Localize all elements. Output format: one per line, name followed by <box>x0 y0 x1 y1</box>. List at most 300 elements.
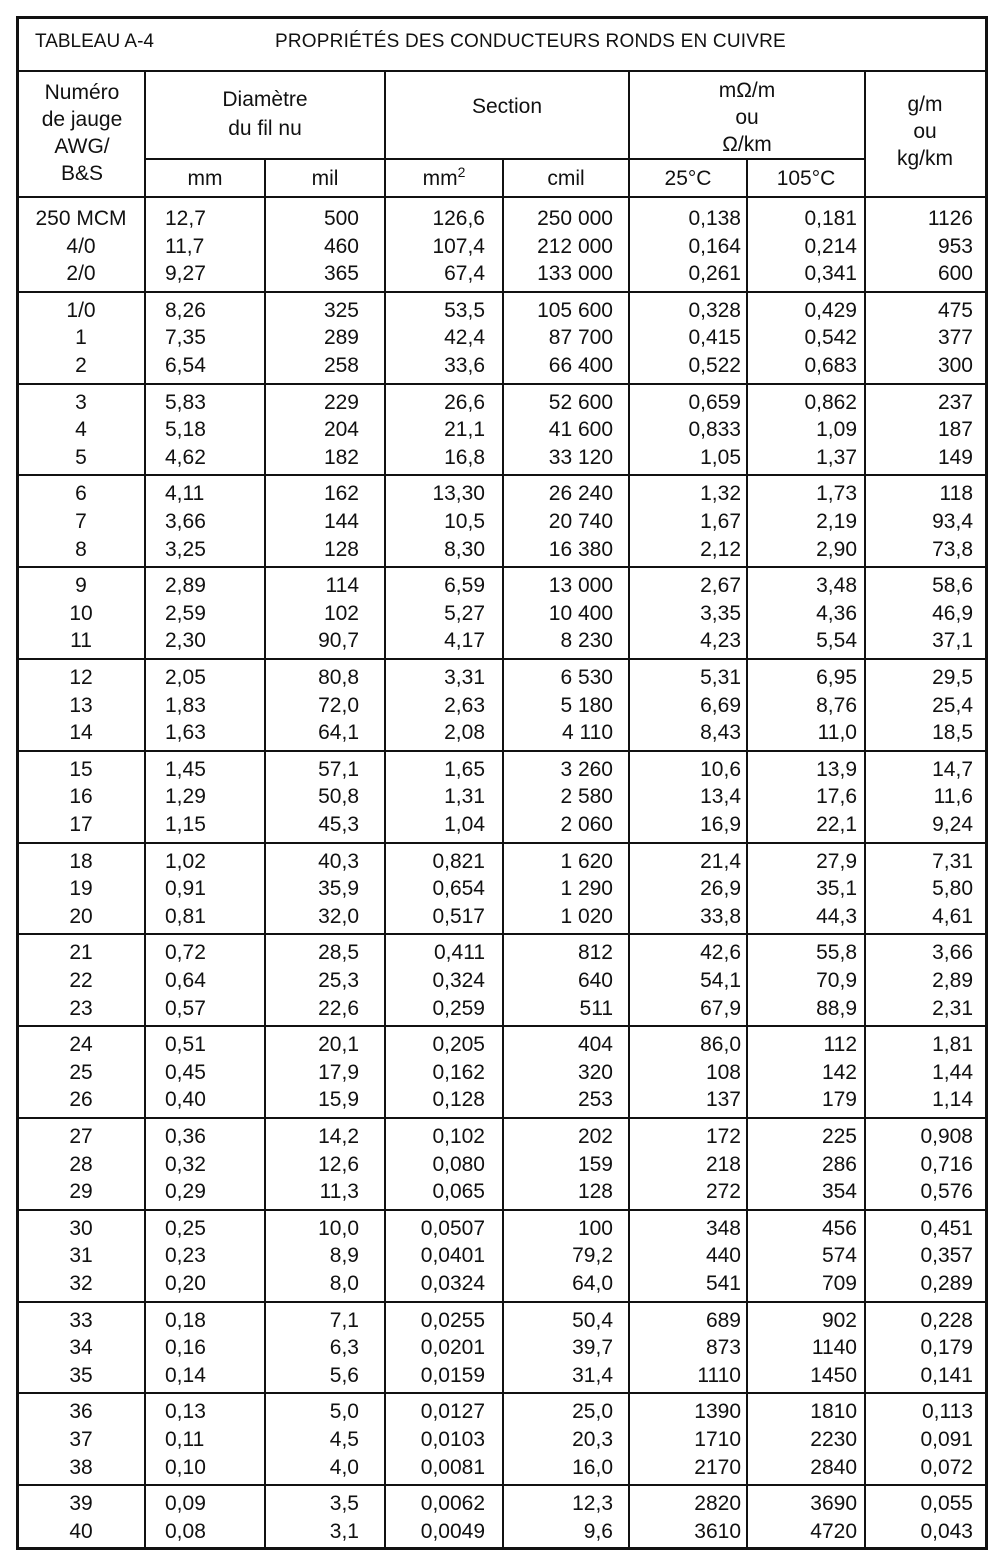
table-cell: 0,091 <box>920 1428 973 1451</box>
unit-25c: 25°C <box>664 167 712 190</box>
gauge-cell: 32 <box>69 1272 93 1295</box>
table-cell: 1,67 <box>700 510 741 533</box>
table-cell: 13 000 <box>548 574 613 598</box>
table-cell: 142 <box>821 1060 857 1084</box>
table-cell: 0,065 <box>432 1180 485 1204</box>
table-cell: 35,1 <box>816 877 857 901</box>
table-cell: 460 <box>323 234 359 258</box>
table-cell: 7,31 <box>932 849 973 873</box>
table-cell: 58,6 <box>932 574 973 598</box>
table-cell: 0,25 <box>165 1216 206 1240</box>
table-cell: 5,6 <box>329 1363 359 1387</box>
table-cell: 0,57 <box>165 996 206 1020</box>
gauge-cell: 9 <box>75 574 87 598</box>
table-cell: 377 <box>937 326 973 350</box>
table-cell: 0,162 <box>432 1060 485 1084</box>
table-cell: 22,6 <box>318 996 359 1020</box>
table-cell: 1,09 <box>816 418 857 442</box>
gauge-cell: 35 <box>69 1363 93 1387</box>
table-cell: 902 <box>821 1308 857 1332</box>
diameter-header <box>145 85 385 143</box>
table-cell: 128 <box>577 1180 613 1204</box>
gauge-header-line: B&S <box>60 162 104 185</box>
table-cell: 5,27 <box>444 601 485 625</box>
table-cell: 4,23 <box>700 629 741 653</box>
table-cell: 7,35 <box>165 326 206 350</box>
table-cell: 1,44 <box>932 1060 973 1084</box>
gauge-cell: 28 <box>69 1152 93 1176</box>
gauge-cell: 6 <box>75 482 87 506</box>
table-cell: 0,228 <box>920 1308 973 1332</box>
group-divider <box>19 1209 985 1211</box>
table-cell: 272 <box>705 1180 741 1204</box>
group-divider <box>19 291 985 293</box>
table-cell: 5,31 <box>700 666 741 689</box>
table-cell: 6,69 <box>700 693 741 717</box>
table-cell: 26,6 <box>444 390 485 414</box>
table-cell: 72,0 <box>318 693 359 717</box>
group-divider <box>19 383 985 385</box>
table-cell: 0,72 <box>165 941 206 965</box>
table-cell: 2170 <box>694 1455 741 1479</box>
table-cell: 40,3 <box>318 849 359 873</box>
table-cell: 250 000 <box>537 207 613 230</box>
table-cell: 218 <box>705 1152 741 1176</box>
group-divider <box>19 1484 985 1486</box>
table-cell: 0,51 <box>165 1033 206 1057</box>
gauge-cell: 31 <box>69 1244 93 1268</box>
table-cell: 354 <box>821 1180 857 1204</box>
table-cell: 0,64 <box>165 969 206 992</box>
table-cell: 4,36 <box>816 601 857 625</box>
table-cell: 5,0 <box>329 1400 359 1424</box>
table-cell: 0,08 <box>165 1519 206 1543</box>
mass-header <box>865 91 985 172</box>
table-cell: 0,0103 <box>420 1428 485 1451</box>
table-cell: 1140 <box>811 1336 857 1360</box>
unit-mm2-base: mm <box>422 167 458 190</box>
table-cell: 0,716 <box>920 1152 973 1176</box>
table-cell: 10,5 <box>444 510 485 533</box>
table-cell: 4,62 <box>165 445 206 469</box>
gauge-cell: 22 <box>69 969 93 992</box>
table-cell: 1810 <box>810 1400 857 1424</box>
table-cell: 1,63 <box>165 721 206 745</box>
table-cell: 2,67 <box>700 574 741 598</box>
table-cell: 133 000 <box>537 262 613 286</box>
table-cell: 1126 <box>927 207 973 230</box>
table-cell: 42,4 <box>444 326 485 350</box>
gauge-cell: 16 <box>69 785 93 809</box>
table-cell: 689 <box>705 1308 741 1332</box>
table-cell: 0,0081 <box>420 1455 485 1479</box>
table-cell: 253 <box>577 1088 613 1112</box>
gauge-cell: 15 <box>69 757 93 781</box>
table-cell: 93,4 <box>932 510 973 533</box>
gauge-cell: 34 <box>69 1336 93 1360</box>
table-cell: 5,18 <box>165 418 206 442</box>
table-cell: 0,862 <box>804 390 857 414</box>
table-cell: 0,821 <box>432 849 485 873</box>
table-cell: 1,65 <box>444 757 485 781</box>
table-cell: 0,542 <box>804 326 857 350</box>
gauge-cell: 2 <box>75 354 87 377</box>
table-cell: 35,9 <box>318 877 359 901</box>
table-cell: 8,0 <box>329 1272 359 1295</box>
table-cell: 0,10 <box>165 1455 206 1479</box>
table-cell: 3,66 <box>932 941 973 965</box>
table-cell: 286 <box>821 1152 857 1176</box>
table-cell: 2 060 <box>560 813 613 836</box>
table-title-row <box>19 19 985 71</box>
unit-mm: mm <box>187 167 223 190</box>
gauge-cell: 37 <box>69 1428 93 1451</box>
table-cell: 105 600 <box>537 298 613 322</box>
table-cell: 0,81 <box>165 904 206 928</box>
gauge-cell: 7 <box>75 510 87 533</box>
table-cell: 80,8 <box>318 666 359 689</box>
table-cell: 365 <box>323 262 359 286</box>
table-cell: 20,1 <box>318 1033 359 1057</box>
table-cell: 0,411 <box>434 941 485 965</box>
table-cell: 0,09 <box>165 1492 206 1516</box>
table-cell: 37,1 <box>932 629 973 653</box>
table-cell: 55,8 <box>816 941 857 965</box>
table-cell: 4720 <box>810 1519 857 1543</box>
table-cell: 3,48 <box>816 574 857 598</box>
gauge-header <box>19 79 145 187</box>
table-cell: 1,73 <box>816 482 857 506</box>
table-cell: 0,833 <box>688 418 741 442</box>
table-cell: 8,26 <box>165 298 206 322</box>
gauge-cell: 33 <box>69 1308 93 1332</box>
table-cell: 0,429 <box>804 298 857 322</box>
table-cell: 325 <box>323 298 359 322</box>
table-cell: 4 110 <box>562 721 613 745</box>
table-cell: 953 <box>937 234 973 258</box>
column-rule <box>264 158 266 1547</box>
table-cell: 10,0 <box>318 1216 359 1240</box>
table-cell: 0,043 <box>920 1519 973 1543</box>
table-cell: 114 <box>325 574 359 598</box>
table-cell: 0,415 <box>688 326 741 350</box>
table-cell: 1450 <box>810 1363 857 1387</box>
table-cell: 0,072 <box>920 1455 973 1479</box>
gauge-cell: 11 <box>70 629 92 653</box>
table-cell: 0,908 <box>920 1125 973 1148</box>
table-cell: 3,35 <box>700 601 741 625</box>
table-cell: 0,36 <box>165 1125 206 1148</box>
table-cell: 162 <box>323 482 359 506</box>
table-cell: 14,2 <box>318 1125 359 1148</box>
resistance-header-line: mΩ/m <box>718 79 776 102</box>
table-cell: 12,3 <box>572 1492 613 1516</box>
group-divider <box>19 658 985 660</box>
table-cell: 2,59 <box>165 601 206 625</box>
gauge-cell: 1/0 <box>66 298 96 322</box>
table-cell: 0,261 <box>688 262 741 286</box>
table-cell: 3,66 <box>165 510 206 533</box>
table-cell: 137 <box>705 1088 741 1112</box>
table-cell: 70,9 <box>816 969 857 992</box>
table-cell: 0,128 <box>432 1088 485 1112</box>
table-cell: 812 <box>577 941 613 965</box>
table-cell: 8,30 <box>444 537 485 561</box>
table-cell: 20,3 <box>572 1428 613 1451</box>
table-cell: 289 <box>323 326 359 350</box>
group-divider <box>19 1025 985 1027</box>
table-cell: 709 <box>821 1272 857 1295</box>
mass-header-line: ou <box>913 120 937 143</box>
table-cell: 204 <box>323 418 359 442</box>
table-cell: 126,6 <box>432 207 485 230</box>
table-cell: 6,95 <box>816 666 857 689</box>
table-cell: 33 120 <box>548 445 613 469</box>
table-cell: 0,141 <box>920 1363 973 1387</box>
table-cell: 2,05 <box>165 666 206 689</box>
table-cell: 118 <box>939 482 973 506</box>
table-cell: 0,32 <box>165 1152 206 1176</box>
table-cell: 212 000 <box>537 234 613 258</box>
table-cell: 2,12 <box>700 537 741 561</box>
table-cell: 3690 <box>810 1492 857 1516</box>
table-cell: 456 <box>821 1216 857 1240</box>
table-cell: 0,11 <box>165 1428 205 1451</box>
table-cell: 9,24 <box>932 813 973 836</box>
table-cell: 8,76 <box>816 693 857 717</box>
table-cell: 8,9 <box>329 1244 359 1268</box>
mass-header-line: kg/km <box>896 147 953 170</box>
gauge-header-line: AWG/ <box>54 135 110 158</box>
table-cell: 0,23 <box>165 1244 206 1268</box>
table-cell: 6,59 <box>444 574 485 598</box>
table-cell: 6 530 <box>560 666 613 689</box>
table-cell: 18,5 <box>932 721 973 745</box>
table-cell: 8 230 <box>560 629 613 653</box>
table-cell: 3 260 <box>560 757 613 781</box>
table-cell: 258 <box>323 354 359 377</box>
table-cell: 1,81 <box>932 1033 973 1057</box>
table-cell: 16,0 <box>572 1455 613 1479</box>
table-cell: 17,9 <box>318 1060 359 1084</box>
table-cell: 0,18 <box>165 1308 206 1332</box>
unit-mm2 <box>385 165 503 192</box>
unit-mm2-exponent: 2 <box>457 164 466 180</box>
table-cell: 16,9 <box>700 813 741 836</box>
table-cell: 64,0 <box>572 1272 613 1295</box>
table-cell: 440 <box>705 1244 741 1268</box>
table-cell: 3,31 <box>444 666 485 689</box>
table-cell: 20 740 <box>548 510 613 533</box>
table-cell: 0,357 <box>920 1244 973 1268</box>
table-cell: 0,45 <box>165 1060 206 1084</box>
column-rule <box>746 158 748 1547</box>
table-cell: 7,1 <box>329 1308 359 1332</box>
gauge-cell: 10 <box>69 601 93 625</box>
table-cell: 50,8 <box>318 785 359 809</box>
table-cell: 12,6 <box>318 1152 359 1176</box>
diameter-header-line: du fil nu <box>228 117 302 140</box>
table-cell: 4,17 <box>444 629 485 653</box>
unit-cmil: cmil <box>547 167 585 190</box>
table-cell: 112 <box>823 1033 857 1057</box>
gauge-cell: 39 <box>69 1492 93 1516</box>
table-cell: 0,102 <box>432 1125 485 1148</box>
table-cell: 6,54 <box>165 354 206 377</box>
table-cell: 348 <box>705 1216 741 1240</box>
table-cell: 29,5 <box>932 666 973 689</box>
table-cell: 0,0127 <box>420 1400 485 1424</box>
table-cell: 511 <box>579 996 613 1020</box>
table-cell: 1,31 <box>444 785 485 809</box>
table-cell: 2,90 <box>816 537 857 561</box>
gauge-cell: 1 <box>75 326 87 350</box>
table-cell: 5,83 <box>165 390 206 414</box>
table-cell: 11,0 <box>817 721 857 745</box>
table-cell: 4,0 <box>329 1455 359 1479</box>
table-cell: 320 <box>577 1060 613 1084</box>
table-cell: 13,9 <box>816 757 857 781</box>
table-cell: 0,522 <box>688 354 741 377</box>
table-cell: 0,080 <box>432 1152 485 1176</box>
table-cell: 225 <box>821 1125 857 1148</box>
section-header: Section <box>471 95 543 118</box>
table-cell: 44,3 <box>816 904 857 928</box>
table-cell: 0,179 <box>920 1336 973 1360</box>
table-cell: 31,4 <box>572 1363 613 1387</box>
gauge-cell: 20 <box>69 904 93 928</box>
table-cell: 2,08 <box>444 721 485 745</box>
table-cell: 182 <box>323 445 359 469</box>
table-cell: 404 <box>577 1033 613 1057</box>
table-cell: 600 <box>937 262 973 286</box>
gauge-cell: 40 <box>69 1519 93 1543</box>
table-cell: 57,1 <box>318 757 359 781</box>
table-cell: 15,9 <box>318 1088 359 1112</box>
table-cell: 0,0049 <box>420 1519 485 1543</box>
table-cell: 21,4 <box>700 849 741 873</box>
table-cell: 0,13 <box>165 1400 206 1424</box>
table-cell: 14,7 <box>932 757 973 781</box>
copper-conductor-table <box>16 16 988 1550</box>
gauge-header-line: Numéro <box>44 81 120 104</box>
table-cell: 300 <box>937 354 973 377</box>
table-cell: 0,113 <box>922 1400 973 1424</box>
table-cell: 0,328 <box>688 298 741 322</box>
table-cell: 42,6 <box>700 941 741 965</box>
table-cell: 13,30 <box>432 482 485 506</box>
table-cell: 88,9 <box>816 996 857 1020</box>
table-cell: 8,43 <box>700 721 741 745</box>
table-cell: 0,181 <box>804 207 857 230</box>
table-cell: 73,8 <box>932 537 973 561</box>
table-cell: 26,9 <box>700 877 741 901</box>
table-cell: 2840 <box>810 1455 857 1479</box>
table-cell: 149 <box>937 445 973 469</box>
table-cell: 0,40 <box>165 1088 206 1112</box>
gauge-cell: 13 <box>69 693 93 717</box>
gauge-cell: 12 <box>69 666 93 689</box>
table-cell: 2,30 <box>165 629 206 653</box>
table-cell: 46,9 <box>932 601 973 625</box>
gauge-cell: 24 <box>69 1033 93 1057</box>
gauge-cell: 250 MCM <box>35 207 127 230</box>
table-cell: 4,61 <box>932 904 973 928</box>
table-cell: 11,7 <box>165 234 205 258</box>
table-cell: 0,324 <box>432 969 485 992</box>
group-divider <box>19 842 985 844</box>
table-cell: 41 600 <box>548 418 613 442</box>
table-cell: 0,164 <box>688 234 741 258</box>
table-cell: 179 <box>821 1088 857 1112</box>
table-cell: 1,29 <box>165 785 206 809</box>
table-cell: 100 <box>577 1216 613 1240</box>
table-cell: 3,25 <box>165 537 206 561</box>
table-cell: 102 <box>323 601 359 625</box>
table-cell: 39,7 <box>572 1336 613 1360</box>
group-divider <box>19 1301 985 1303</box>
table-cell: 1,04 <box>444 813 485 836</box>
table-cell: 1,05 <box>700 445 741 469</box>
table-cell: 4,5 <box>329 1428 359 1451</box>
group-divider <box>19 1392 985 1394</box>
table-cell: 5 180 <box>560 693 613 717</box>
table-cell: 0,0062 <box>420 1492 485 1516</box>
gauge-cell: 5 <box>75 445 87 469</box>
table-cell: 1 620 <box>560 849 613 873</box>
table-cell: 67,9 <box>700 996 741 1020</box>
table-cell: 45,3 <box>318 813 359 836</box>
table-cell: 10,6 <box>700 757 741 781</box>
table-cell: 0,20 <box>165 1272 206 1295</box>
gauge-cell: 4/0 <box>66 234 96 258</box>
table-cell: 0,517 <box>432 904 485 928</box>
gauge-cell: 38 <box>69 1455 93 1479</box>
resistance-header-line: Ω/km <box>722 133 772 156</box>
gauge-cell: 18 <box>69 849 93 873</box>
table-cell: 79,2 <box>572 1244 613 1268</box>
gauge-cell: 26 <box>69 1088 93 1112</box>
table-cell: 0,576 <box>920 1180 973 1204</box>
table-cell: 0,0159 <box>420 1363 485 1387</box>
table-cell: 1,14 <box>932 1088 973 1112</box>
table-cell: 0,16 <box>165 1336 206 1360</box>
table-cell: 1,37 <box>816 445 857 469</box>
gauge-cell: 36 <box>69 1400 93 1424</box>
group-divider <box>19 750 985 752</box>
table-cell: 66 400 <box>548 354 613 377</box>
table-cell: 3610 <box>694 1519 741 1543</box>
table-cell: 25,3 <box>318 969 359 992</box>
table-cell: 33,6 <box>444 354 485 377</box>
table-cell: 1 290 <box>560 877 613 901</box>
table-cell: 1,32 <box>700 482 741 506</box>
table-cell: 3,1 <box>329 1519 359 1543</box>
table-cell: 574 <box>821 1244 857 1268</box>
table-cell: 0,659 <box>688 390 741 414</box>
table-cell: 237 <box>937 390 973 414</box>
table-cell: 17,6 <box>816 785 857 809</box>
gauge-cell: 29 <box>69 1180 93 1204</box>
gauge-cell: 14 <box>69 721 93 745</box>
gauge-cell: 4 <box>75 418 87 442</box>
table-cell: 144 <box>323 510 359 533</box>
gauge-cell: 23 <box>69 996 93 1020</box>
unit-mil: mil <box>311 167 339 190</box>
diameter-header-line: Diamètre <box>222 88 308 111</box>
table-cell: 108 <box>705 1060 741 1084</box>
table-cell: 16,8 <box>444 445 485 469</box>
